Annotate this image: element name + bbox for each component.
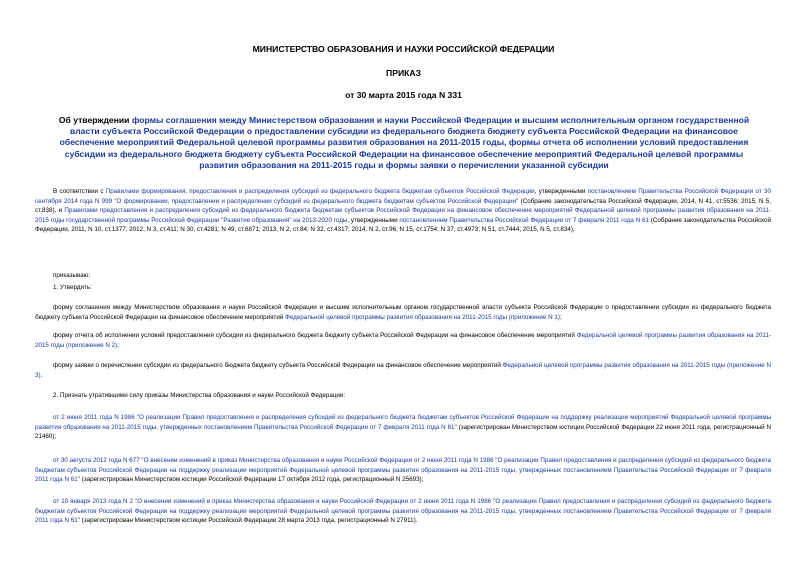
preamble-text-3: (Собрание законодательства Российской Федерации, 2014, N 41, ст.5536; 2015, N 5, ст.838), и — [35, 197, 771, 215]
form-2-program-link[interactable]: Федеральной целевой программы развития образования на 2011-2015 годы — [35, 332, 772, 349]
form-2-text: форму отчета об исполнении условий предоставления субсидии из федерального бюджета бюджету субъекта Российской Федерации на финансовое обеспечение мероприятий — [53, 332, 577, 339]
document-title — [52, 115, 756, 171]
form-1-paragraph — [35, 303, 771, 322]
title-link[interactable]: формы соглашения между Министерством образования и науки Российской Федерации и высшим исполнительным органом государственной власти субъекта Российской Федерации о предоставлении субсидии из федерального бюджета бюджету субъекта Российской Федерации на финансовое обеспечение мероприятий Федеральной целевой программы развития образования на 2011-2015 годы, формы отчета об исполнении условий предоставления субсидии из федерального бюджета бюджету субъекта Российской Федерации на финансовое обеспечение мероприятий Федеральной целевой программы развития образования на 2011-2015 годы и формы заявки о перечислении указанной субсидии — [59, 115, 750, 170]
form-3-end: . — [40, 371, 43, 379]
preamble-text-2: , утвержденными — [534, 188, 588, 195]
annex-3-link[interactable]: (приложение N 3) — [35, 362, 771, 379]
form-2-paragraph — [35, 331, 771, 350]
revoked-order-2 — [35, 456, 771, 485]
revoked-order-2-text: (зарегистрирован Министерством юстиции Российской Федерации 17 октября 2012 года, регистрационный N 25693); — [79, 476, 424, 484]
title-prefix: Об утверждении — [58, 115, 132, 125]
form-3-paragraph — [35, 361, 771, 380]
form-1-text: форму соглашения между Министерством образования и науки Российской Федерации и высшим исполнительным органом государственной власти субъекта Российской Федерации о предоставлении субсидии из федерального бюджета бюджету субъекта Российской Федерации на финансовое обеспечение мероприятий — [35, 304, 771, 321]
annex-1-link[interactable]: (приложение N 1) — [508, 313, 560, 321]
annex-2-link[interactable]: (приложение N 2) — [66, 341, 118, 349]
revoked-order-2-link[interactable]: от 30 августа 2012 года N 677 "О внесении изменений в приказ Министерства образования и науки Российской Федерации от 2 июня 2011 года N 1986 "О реализации Правил предоставления и распределения субсидий из федерального бюджета бюджетам субъектов Российской Федерации на поддержку реализации мероприятий Федеральной целевой программы развития образования на 2011-2015 годы, утвержденных постановлением Правительства Российской Федерации от 7 февраля 2011 года N 61" — [35, 457, 771, 484]
item-1-heading: 1. Утвердить: — [53, 284, 92, 291]
orders-label: приказываю: — [53, 272, 91, 279]
order-date: от 30 марта 2015 года N 331 — [345, 90, 462, 100]
form-3-text: форму заявки о перечислении субсидии из федерального бюджета бюджету субъекта Российской Федерации на финансовое обеспечение мероприятий — [53, 362, 503, 369]
item-2-heading: 2. Признать утратившими силу приказы Министерства образования и науки Российской Федерации: — [53, 392, 346, 399]
preamble-text-1: В соответствии с — [53, 188, 106, 195]
revoked-order-3-text: (зарегистрирован Министерством юстиции Российской Федерации 28 марта 2013 года, регистрационный N 27911). — [79, 517, 418, 525]
ministry-heading: МИНИСТЕРСТВО ОБРАЗОВАНИЯ И НАУКИ РОССИЙСКОЙ ФЕДЕРАЦИИ — [252, 44, 555, 54]
revoked-order-1-text: (зарегистрирован Министерством юстиции Российской Федерации 22 июня 2011 года, регистрационный N 21460); — [35, 423, 771, 441]
rules-provision-link[interactable]: Правилами предоставления и распределения субсидий из федерального бюджета бюджетам субъектов Российской Федерации на финансовое обеспечение мероприятий Федеральной целевой программы развития образования на 2011-2015 годы государственной программы Российской Федерации "Развитие образования" на 2013-2020 годы — [35, 207, 771, 224]
form-2-end: ; — [117, 341, 119, 349]
preamble-paragraph — [35, 187, 771, 235]
resolution-61-link[interactable]: постановлением Правительства Российской Федерации от 7 февраля 2011 года N 61 — [399, 216, 649, 224]
revoked-order-1-link[interactable]: от 2 июня 2011 года N 1986 "О реализации Правил предоставления и распределения субсидий из федерального бюджета бюджетам субъектов Российской Федерации на поддержку реализации мероприятий Федеральной целевой программы развития образования на 2011-2015 годы, утвержденных постановлением Правительства Российской Федерации от 7 февраля 2011 года N 61" — [35, 414, 771, 431]
rules-formation-link[interactable]: Правилами формирования, предоставления и распределения субсидий из федерального бюджета бюджетам субъектов Российской Федерации — [105, 188, 535, 195]
revoked-order-1 — [35, 413, 771, 442]
order-heading: ПРИКАЗ — [386, 68, 421, 78]
form-1-program-link[interactable]: Федеральной целевой программы развития образования на 2011-2015 годы — [285, 313, 508, 321]
preamble-text-4: , утвержденными — [347, 216, 400, 224]
revoked-order-3-link[interactable]: от 10 января 2013 года N 2 "О внесении изменений в приказ Министерства образования и науки Российской Федерации от 2 июня 2011 года N 1986 "О реализации Правил предоставления и распределения субсидий из федерального бюджета бюджетам субъектов Российской Федерации на поддержку реализации мероприятий Федеральной целевой программы развития образования на 2011-2015 годы, утвержденных постановлением Правительства Российской Федерации от 7 февраля 2011 года N 61" — [35, 498, 771, 525]
preamble-text-5: (Собрание законодательства Российской Федерации, 2011, N 10, ст.1377; 2012, N 3, ст.411; N 30, ст.4281; N 49, ст.6871; 2013, N 2, ст.84; N 32, ст.4317; 2014, N 2, ст.96; N 15, ст.1754; N 37, ст.4973; N 51, ст.7444; 2015, N 5, ст.834), — [35, 216, 772, 234]
form-1-end: ; — [559, 313, 562, 321]
form-3-program-link[interactable]: Федеральной целевой программы развития образования на 2011-2015 годы — [502, 362, 726, 369]
revoked-order-3 — [35, 497, 771, 526]
resolution-999-link[interactable]: постановлением Правительства Российской Федерации от 30 сентября 2014 года N 999 "О формировании, предоставлении и распределении субсидий из федерального бюджета бюджетам субъектов Российской Федерации" — [35, 188, 771, 205]
